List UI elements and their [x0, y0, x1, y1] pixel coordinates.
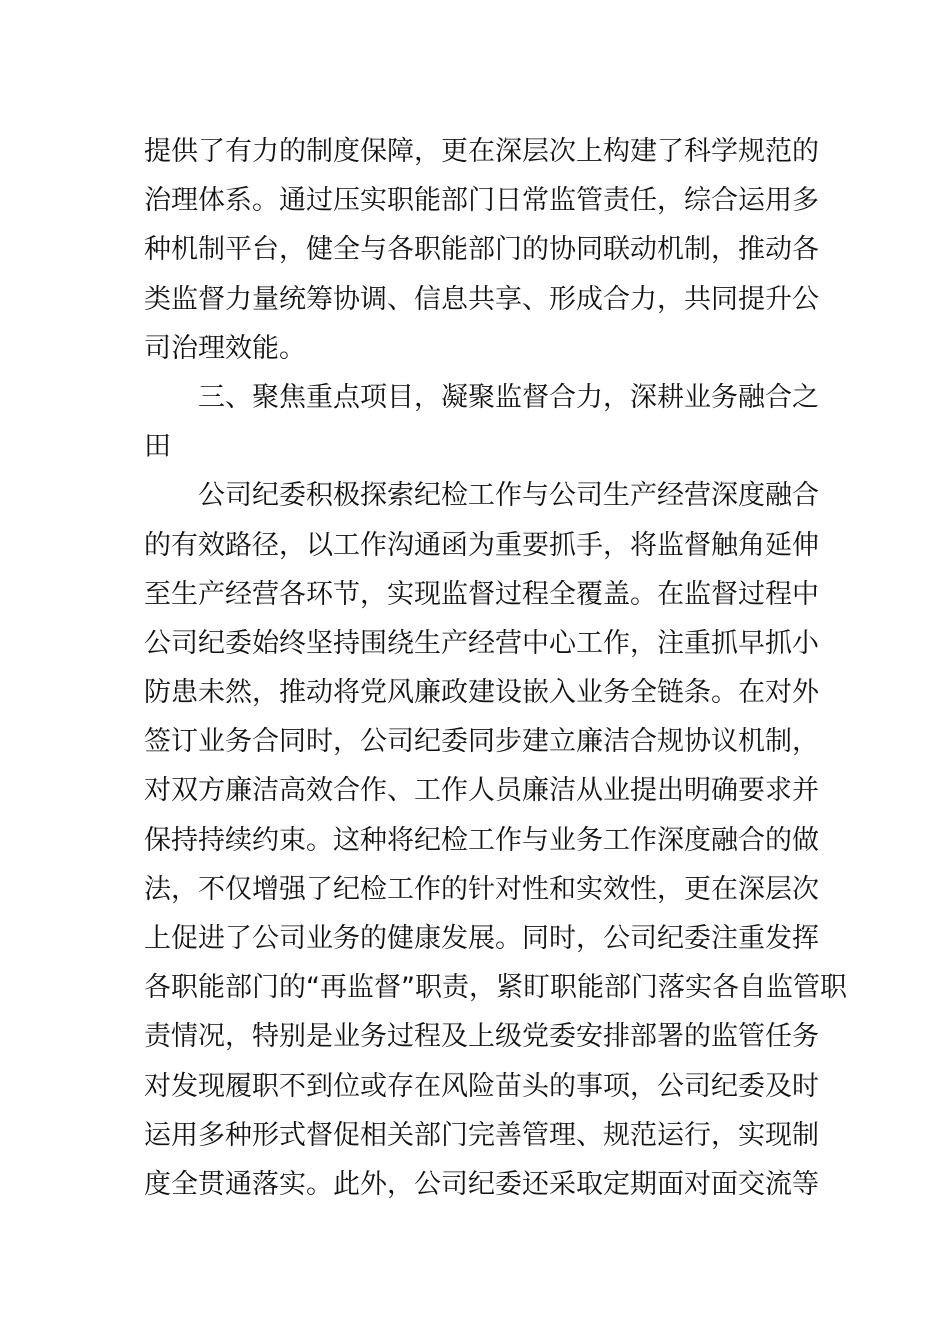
text-line: 司治理效能。 — [144, 332, 306, 364]
text-line: 种机制平台，健全与各职能部门的协同联动机制，推动各 — [144, 234, 819, 266]
text-line: 对发现履职不到位或存在风险苗头的事项，公司纪委及时 — [144, 1070, 819, 1102]
heading-line: 三、聚焦重点项目，凝聚监督合力，深耕业务融合之 — [198, 381, 819, 413]
text-line: 运用多种形式督促相关部门完善管理、规范运行，实现制 — [144, 1119, 819, 1151]
text-line: 上促进了公司业务的健康发展。同时，公司纪委注重发挥 — [144, 923, 819, 954]
text-line: 法，不仅增强了纪检工作的针对性和实效性，更在深层次 — [144, 873, 819, 905]
paragraph-continuation — [144, 127, 819, 373]
text-line: 公司纪委积极探索纪检工作与公司生产经营深度融合 — [198, 480, 819, 512]
text-line: 防患未然，推动将党风廉政建设嵌入业务全链条。在对外 — [144, 677, 819, 709]
text-line: 签订业务合同时，公司纪委同步建立廉洁合规协议机制， — [144, 726, 819, 758]
text-line: 各职能部门的“再监督”职责，紧盯职能部门落实各自监管职 — [144, 972, 847, 1004]
section-heading — [144, 373, 819, 471]
text-line: 对双方廉洁高效合作、工作人员廉洁从业提出明确要求并 — [144, 775, 819, 807]
paragraph-body — [144, 471, 847, 1209]
text-line: 治理体系。通过压实职能部门日常监管责任，综合运用多 — [144, 185, 819, 217]
text-line: 保持持续约束。这种将纪检工作与业务工作深度融合的做 — [144, 824, 819, 856]
text-line: 至生产经营各环节，实现监督过程全覆盖。在监督过程中 — [144, 578, 819, 610]
text-line: 类监督力量统筹协调、信息共享、形成合力，共同提升公 — [144, 283, 819, 315]
text-line: 的有效路径，以工作沟通函为重要抓手，将监督触角延伸 — [144, 529, 819, 561]
text-line: 度全贯通落实。此外，公司纪委还采取定期面对面交流等 — [144, 1168, 819, 1200]
heading-line: 田 — [144, 431, 171, 463]
text-line: 责情况，特别是业务过程及上级党委安排部署的监管任务 — [144, 1021, 819, 1053]
text-line: 公司纪委始终坚持围绕生产经营中心工作，注重抓早抓小 — [144, 627, 819, 659]
text-line: 提供了有力的制度保障，更在深层次上构建了科学规范的 — [144, 136, 819, 167]
document-body — [144, 127, 847, 1209]
